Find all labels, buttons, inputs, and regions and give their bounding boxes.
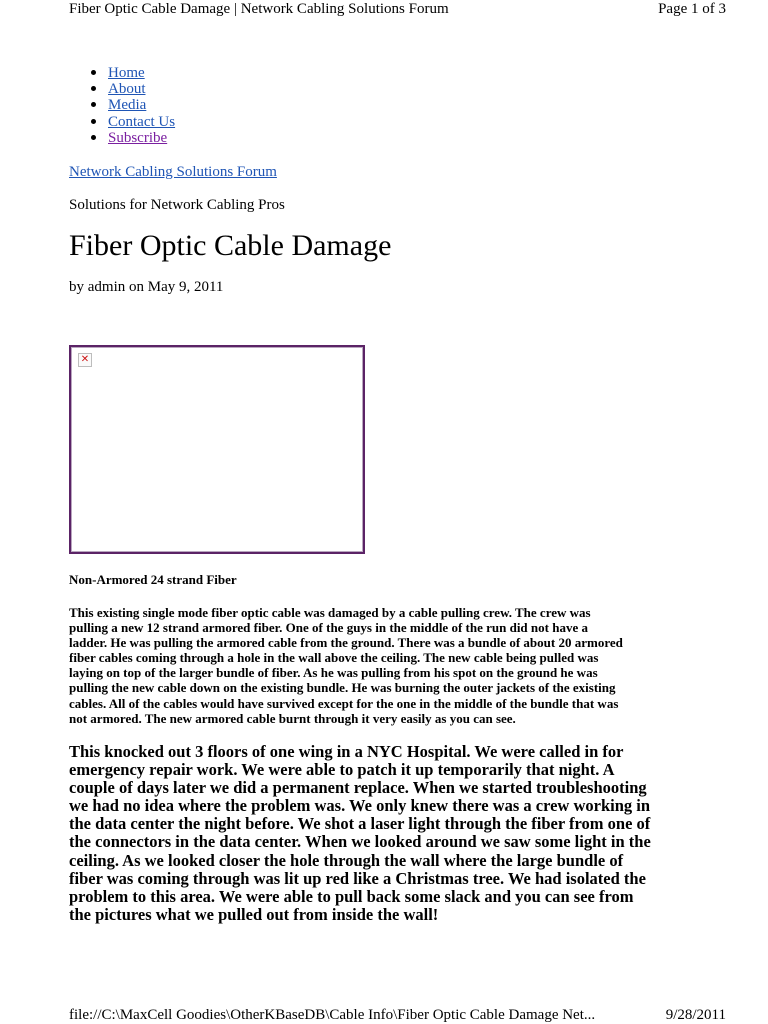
- print-header-title: Fiber Optic Cable Damage | Network Cabling Solutions Forum: [69, 1, 449, 17]
- paragraph-line: This existing single mode fiber optic cable was damaged by a cable pulling crew. The crew was: [69, 605, 591, 620]
- print-page-indicator: Page 1 of 3: [658, 1, 726, 17]
- paragraph-line: This knocked out 3 floors of one wing in a NYC Hospital. We were called in for: [69, 742, 624, 761]
- paragraph-line: the pictures what we pulled out from inside the wall!: [69, 904, 439, 924]
- paragraph-line: pulling a new 12 strand armored fiber. One of the guys in the middle of the run did not have a: [69, 620, 588, 636]
- post-paragraph-2: [69, 743, 651, 924]
- nav-item-contact: [69, 114, 175, 130]
- bullet-icon: [91, 135, 96, 140]
- post-image-placeholder[interactable]: [69, 345, 365, 554]
- paragraph-line: the data center the night before. We shot a laser light through the fiber from one of: [69, 814, 651, 834]
- nav-link-subscribe[interactable]: Subscribe: [108, 129, 168, 146]
- site-tagline: Solutions for Network Cabling Pros: [69, 197, 285, 213]
- site-nav: [69, 65, 175, 146]
- print-footer-date: 9/28/2011: [665, 1007, 726, 1023]
- post-title: Fiber Optic Cable Damage: [69, 229, 392, 262]
- post-byline: by admin on May 9, 2011: [69, 279, 224, 295]
- paragraph-line: cables. All of the cables would have survived except for the one in the middle of the bundle that was: [69, 695, 619, 711]
- nav-link-contact[interactable]: Contact Us: [108, 113, 176, 130]
- paragraph-line: emergency repair work. We were able to patch it up temporarily that night. A: [69, 760, 615, 780]
- nav-item-home: [69, 65, 175, 81]
- paragraph-line: not armored. The new armored cable burnt through it very easily as you can see.: [69, 710, 516, 726]
- paragraph-line: fiber cables coming through a hole in the wall above the ceiling. The new cable being pulled was: [69, 650, 599, 666]
- bullet-icon: [91, 119, 96, 124]
- nav-item-media: [69, 97, 175, 113]
- broken-image-icon: ✕: [78, 353, 92, 367]
- nav-link-about[interactable]: About: [108, 81, 146, 98]
- paragraph-line: ladder. He was pulling the armored cable from the ground. There was a bundle of about 20 armored: [69, 635, 623, 651]
- paragraph-line: pulling the new cable down on the existing bundle. He was burning the outer jackets of the existing: [69, 680, 616, 696]
- nav-item-subscribe: [69, 130, 175, 146]
- paragraph-line: we had no idea where the problem was. We only knew there was a crew working in: [69, 796, 651, 816]
- paragraph-line: the connectors in the data center. When we looked around we saw some light in the: [69, 832, 651, 852]
- bullet-icon: [91, 102, 96, 107]
- paragraph-line: fiber was coming through was lit up red like a Christmas tree. We had isolated the: [69, 868, 646, 888]
- bullet-icon: [91, 86, 96, 91]
- post-paragraph-1: [69, 605, 623, 726]
- nav-link-media[interactable]: Media: [108, 97, 147, 114]
- paragraph-line: problem to this area. We were able to pull back some slack and you can see from: [69, 886, 634, 906]
- print-footer-path: file://C:\MaxCell Goodies\OtherKBaseDB\Cable Info\Fiber Optic Cable Damage Net...: [69, 1007, 596, 1023]
- paragraph-line: ceiling. As we looked closer the hole through the wall where the large bundle of: [69, 850, 624, 870]
- nav-link-home[interactable]: Home: [108, 65, 145, 81]
- site-name-link[interactable]: Network Cabling Solutions Forum: [69, 164, 277, 180]
- paragraph-line: couple of days later we did a permanent replace. When we started troubleshooting: [69, 778, 647, 798]
- paragraph-line: laying on top of the larger bundle of fiber. As he was pulling from his spot on the ground he was: [69, 665, 598, 681]
- nav-item-about: [69, 81, 175, 97]
- bullet-icon: [91, 70, 96, 75]
- image-caption: Non-Armored 24 strand Fiber: [69, 572, 237, 587]
